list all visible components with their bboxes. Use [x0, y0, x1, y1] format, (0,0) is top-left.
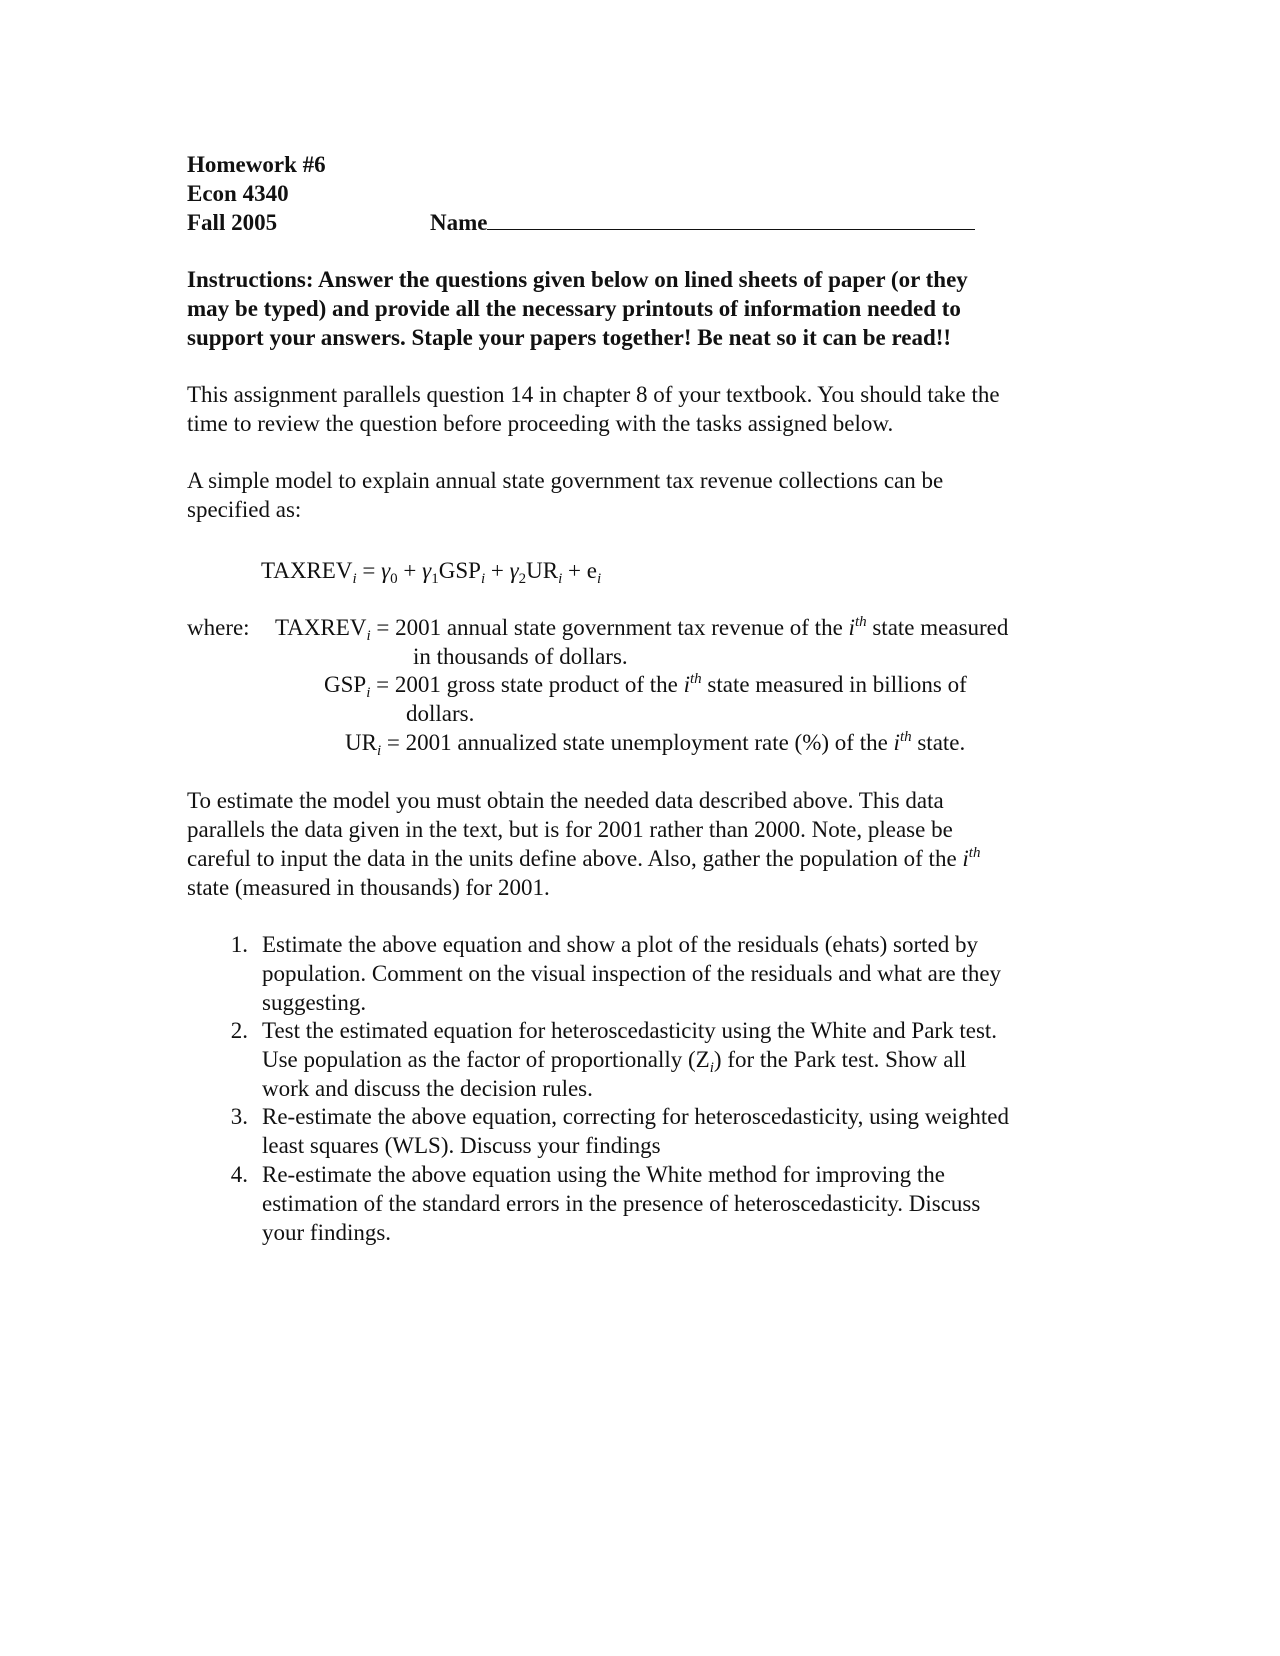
course-number: Econ 4340 — [187, 181, 289, 206]
question-1-line-3: suggesting. — [262, 990, 367, 1015]
question-1-line-2: population. Comment on the visual inspection of the residuals and what are they — [262, 961, 1002, 986]
regression-equation: $TAXREV_i = \gamma_0 + \gamma_1GSP_i + \gamma_2UR_i + e_i$ — [261, 558, 602, 587]
question-2-line-3: work and discuss the decision rules. — [262, 1076, 593, 1101]
model-intro-line-2: specified as: — [187, 497, 302, 522]
name-label: Name — [430, 210, 488, 235]
intro-line-1: This assignment parallels question 14 in chapter 8 of your textbook. You should take the — [187, 382, 1000, 407]
estimate-line-3: careful to input the data in the units define above. Also, gather the population of the $i^{th}$ — [187, 845, 981, 871]
question-1: 1. Estimate the above equation and show a plot of the residuals (ehats) sorted by — [230, 932, 978, 957]
name-field — [430, 208, 975, 237]
question-4: 4. Re-estimate the above equation using the White method for improving the — [230, 1162, 946, 1187]
question-2: 2. Test the estimated equation for heteroscedasticity using the White and Park test. — [230, 1018, 998, 1043]
instructions-line-1: Instructions: Answer the questions given below on lined sheets of paper (or they — [187, 267, 968, 292]
instructions-line-3: support your answers. Staple your papers together! Be neat so it can be read!! — [187, 325, 952, 350]
gsp-definition-cont: dollars. — [406, 701, 475, 726]
name-blank-line — [487, 209, 975, 230]
where-label: where: — [187, 615, 250, 640]
estimate-line-2: parallels the data given in the text, but is for 2001 rather than 2000. Note, please be — [187, 817, 953, 842]
taxrev-definition: $TAXREV_i = 2001$ annual state government tax revenue of the $i^{th}$ state measured — [275, 614, 1009, 644]
taxrev-definition-cont: in thousands of dollars. — [413, 644, 628, 669]
ur-definition: $UR_i = 2001$ annualized state unemployment rate (%) of the $i^{th}$ state. — [345, 729, 966, 759]
intro-line-2: time to review the question before proceeding with the tasks assigned below. — [187, 411, 894, 436]
question-3-line-2: least squares (WLS). Discuss your findings — [262, 1133, 661, 1158]
term: Fall 2005 — [187, 210, 278, 235]
question-4-line-3: your findings. — [262, 1220, 392, 1245]
estimate-line-4: state (measured in thousands) for 2001. — [187, 875, 550, 900]
instructions-line-2: may be typed) and provide all the necessary printouts of information needed to — [187, 296, 961, 321]
gsp-definition: $GSP_i = 2001$ gross state product of the $i^{th}$ state measured in billions of — [324, 671, 967, 701]
homework-title: Homework #6 — [187, 152, 326, 177]
estimate-line-1: To estimate the model you must obtain the needed data described above. This data — [187, 788, 944, 813]
model-intro-line-1: A simple model to explain annual state government tax revenue collections can be — [187, 468, 944, 493]
question-2-line-2: Use population as the factor of proportionally $(Z_i)$ for the Park test. Show all — [262, 1047, 967, 1076]
question-4-line-2: estimation of the standard errors in the presence of heteroscedasticity. Discuss — [262, 1191, 981, 1216]
question-3: 3. Re-estimate the above equation, correcting for heteroscedasticity, using weighted — [230, 1104, 1010, 1129]
